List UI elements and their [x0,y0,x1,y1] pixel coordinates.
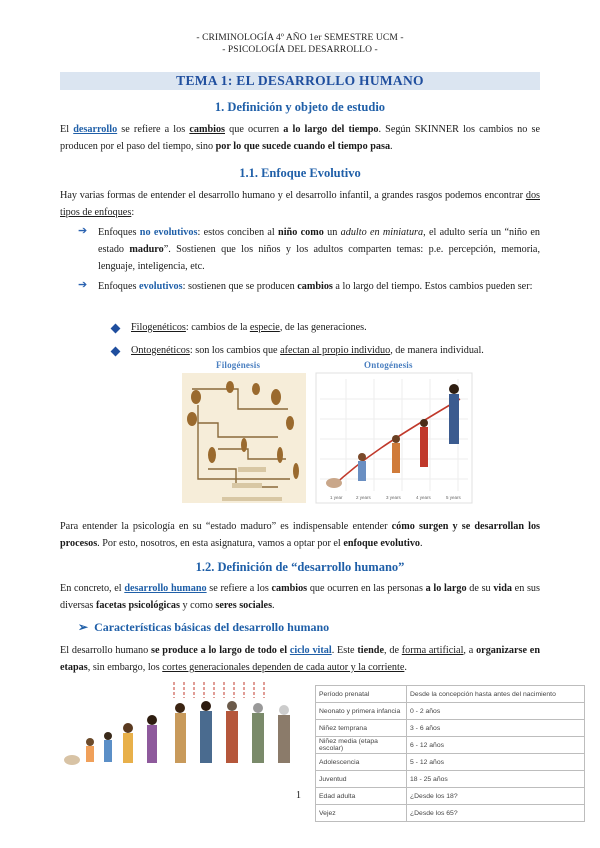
life-stages-people-image [56,680,306,770]
table-row: Adolescencia 5 - 12 años [316,754,585,771]
ontogenesis-panel [312,359,474,505]
table-row: Niñez temprana 3 - 6 años [316,720,585,737]
ontogenesis-axis-label: 3 years [386,495,401,500]
table-row: Neonato y primera infancia 0 - 2 años [316,703,585,720]
table-row: Edad adulta ¿Desde los 18? [316,788,585,805]
ontogenesis-growth-image [312,359,474,505]
ontogenesis-axis-label: 4 years [416,495,431,500]
section-1-2-heading: 1.2. Definición de “desarrollo humano” [195,560,405,574]
phylogenesis-title: Filogénesis [216,360,261,370]
bullet-no-evolutivos: Enfoques no evolutivos: estos conciben al niño como un adulto en miniatura, el adulto sería un “niño en estado maduro”. Sostienen que los niños y los adultos comparten temas: p.e. percepción, memoria, lenguaje, inteligencia, etc. [98,227,541,272]
table-row: Juventud 18 - 25 años [316,771,585,788]
section-1-heading: 1. Definición y objeto de estudio [214,100,386,114]
section-1-2-paragraph: En concreto, el desarrollo humano se refiere a los cambios que ocurren en las personas a lo largo de su vida en sus diversas facetas psicológicas y como seres sociales. [60,583,540,611]
sub-bullet-ontogeneticos: Ontogenéticos: son los cambios que afectan al propio individuo, de manera individual. [131,345,484,356]
header-line-2: - PSICOLOGÍA DEL DESARROLLO - [222,45,378,55]
ontogenesis-axis-label: 2 years [356,495,371,500]
phylogenesis-panel [178,359,308,505]
table-row: Vejez ¿Desde los 65? [316,805,585,822]
diamond-bullet-icon [111,347,121,357]
arrow-right-icon: ➔ [78,225,88,237]
ontogenesis-title: Ontogénesis [364,360,413,370]
section-1-1-closing: Para entender la psicología en su “estado maduro” es indispensable entender cómo surgen y se desarrollan los procesos. Por esto, nosotros, en esta asignatura, vamos a optar por el enfoque evolutivo. [60,521,540,549]
table-row: Niñez media (etapa escolar) 6 - 12 años [316,737,585,754]
table-row: Período prenatal Desde la concepción hasta antes del nacimiento [316,686,585,703]
tema-title: TEMA 1: EL DESARROLLO HUMANO [176,73,424,88]
evolution-figure [178,359,474,505]
phylogenesis-tree-image [178,359,308,505]
bullet-evolutivos: Enfoques evolutivos: sostienen que se producen cambios a lo largo del tiempo. Estos cambios pueden ser: [98,281,533,292]
diamond-bullet-icon [111,324,121,334]
life-stages-table [315,685,585,822]
page-number: 1 [296,790,301,801]
sub-bullet-filogeneticos: Filogenéticos: cambios de la especie, de las generaciones. [131,322,367,333]
arrow-right-icon: ➔ [78,279,88,291]
header-line-1: - CRIMINOLOGÍA 4º AÑO 1er SEMESTRE UCM - [196,33,404,43]
section-1-1-intro: Hay varias formas de entender el desarrollo humano y el desarrollo infantil, a grandes rasgos podemos encontrar dos tipos de enfoques: [60,190,540,218]
arrowhead-icon: ➢ [78,620,89,634]
characteristics-paragraph: El desarrollo humano se produce a lo largo de todo el ciclo vital. Este tiende, de forma artificial, a organizarse en etapas, sin embargo, los cortes generacionales dependen de cada autor y la corriente. [60,645,540,673]
section-1-paragraph: El desarrollo se refiere a los cambios que ocurren a lo largo del tiempo. Según SKINNER los cambios no se producen por el paso del tiempo, sino por lo que sucede cuando el tiempo pasa. [60,124,540,152]
characteristics-subheading: ➢ Características básicas del desarrollo humano [78,620,330,634]
ontogenesis-axis-label: 5 years [446,495,461,500]
section-1-1-heading: 1.1. Enfoque Evolutivo [239,166,361,180]
ontogenesis-axis-label: 1 year [330,495,343,500]
